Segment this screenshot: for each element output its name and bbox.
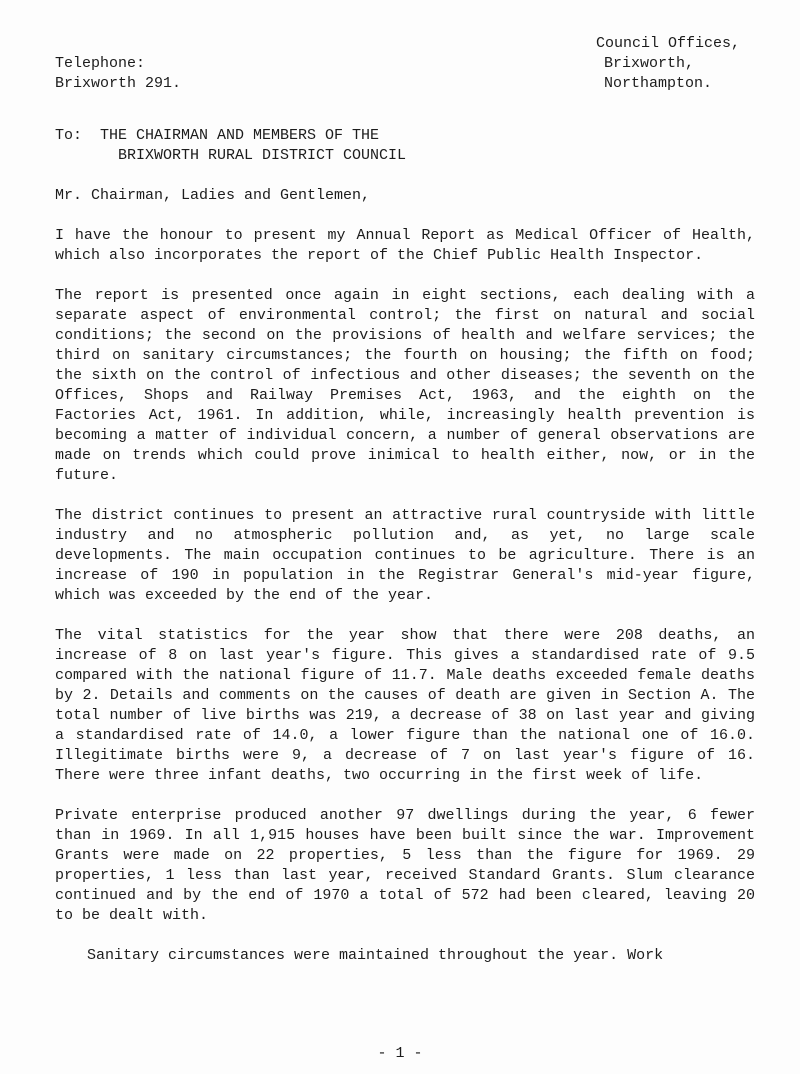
recipient-block <box>55 126 406 166</box>
recipient-line: BRIXWORTH RURAL DISTRICT COUNCIL <box>118 147 407 164</box>
report-body <box>55 226 755 966</box>
salutation: Mr. Chairman, Ladies and Gentlemen, <box>55 187 371 204</box>
page-number: - 1 - <box>377 1045 423 1062</box>
telephone-label: Telephone: <box>55 55 146 72</box>
paragraph: I have the honour to present my Annual Report as Medical Officer of Health, which also incorporates the report of the Chief Public Health Inspector. <box>55 227 755 264</box>
recipient-line: To: THE CHAIRMAN AND MEMBERS OF THE <box>55 127 380 144</box>
paragraph: The district continues to present an attractive rural countryside with little industry and no atmospheric pollution and, as yet, no large scale developments. The main occupation continues to be agriculture. There is an increase of 190 in population in the Registrar General's mid-year figure, which was exceeded by the end of the year. <box>55 507 755 604</box>
address-block <box>596 34 740 94</box>
paragraph: The report is presented once again in eight sections, each dealing with a separate aspect of environmental control; the first on natural and social conditions; the second on the provisions of health and welfare services; the third on sanitary circumstances; the fourth on housing; the fifth on food; the sixth on the control of infectious and other diseases; the seventh on the Offices, Shops and Railway Premises Act, 1963, and the eighth on the Factories Act, 1961. In addition, while, increasingly health prevention is becoming a matter of individual concern, a number of general observations are made on trends which could prove inimical to health either, now, or in the future. <box>55 287 755 484</box>
telephone-block <box>55 54 181 94</box>
address-line: Northampton. <box>604 75 713 92</box>
paragraph: Private enterprise produced another 97 dwellings during the year, 6 fewer than in 1969. In all 1,915 houses have been built since the war. Improvement Grants were made on 22 properties, 5 less than the figure for 1969. 29 properties, 1 less than last year, received Standard Grants. Slum clearance continued and by the end of 1970 a total of 572 had been cleared, leaving 20 to be dealt with. <box>55 807 755 924</box>
address-line: Brixworth, <box>604 55 695 72</box>
telephone-number: Brixworth 291. <box>55 75 182 92</box>
paragraph: The vital statistics for the year show that there were 208 deaths, an increase of 8 on last year's figure. This gives a standardised rate of 9.5 compared with the national figure of 11.7. Male deaths exceeded female deaths by 2. Details and comments on the causes of death are given in Section A. The total number of live births was 219, a decrease of 38 on last year and giving a standardised rate of 14.0, a lower figure than the national one of 16.0. Illegitimate births were 9, a decrease of 7 on last year's figure of 16. There were three infant deaths, two occurring in the first week of life. <box>55 627 755 784</box>
address-line: Council Offices, <box>596 35 741 52</box>
paragraph: Sanitary circumstances were maintained throughout the year. Work <box>87 947 664 964</box>
